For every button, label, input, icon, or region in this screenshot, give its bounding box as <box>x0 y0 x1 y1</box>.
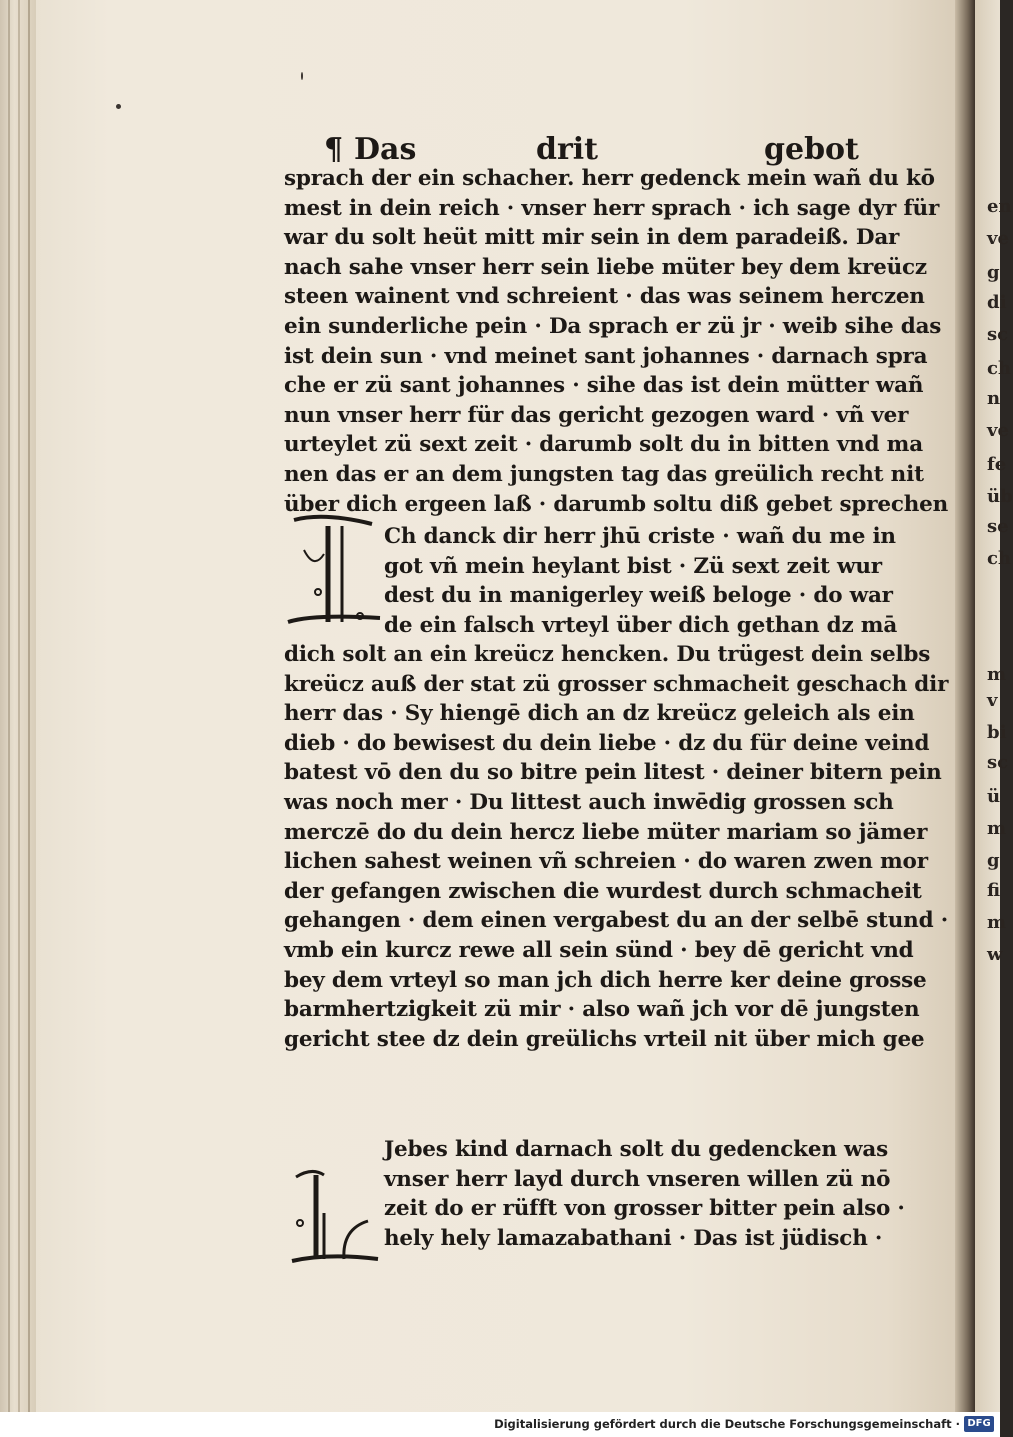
text-line: was noch mer · Du littest auch inwēdig grossen sch <box>284 790 894 815</box>
text-line: zeit do er rüfft von grosser bitter pein also · <box>384 1196 905 1222</box>
text-line: der gefangen zwischen die wurdest durch schmacheit <box>284 878 922 904</box>
text-line: war du solt heüt mitt mir sein in dem paradeiß. Dar <box>284 225 900 251</box>
text-line: Ch danck dir herr jhū criste · wañ du me in <box>384 524 896 549</box>
text-line: dieb · do bewisest du dein liebe · dz du für deine veind <box>284 730 930 756</box>
text-line: sprach der ein schacher. herr gedenck mein wañ du kō <box>284 166 935 191</box>
text-line: herr das · Sy hiengē dich an dz kreücz geleich als ein <box>284 701 915 727</box>
text-line: Jebes kind darnach solt du gedencken was <box>384 1137 888 1162</box>
decorated-initial-l <box>288 1163 384 1267</box>
page-stack-line <box>28 0 30 1412</box>
dfg-logo: DFG <box>964 1416 994 1432</box>
header-right: gebot <box>764 132 859 167</box>
right-page-text: fi <box>987 880 1001 901</box>
text-line: nen das er an dem jungsten tag das greülich recht nit <box>284 462 924 487</box>
text-line: ein sunderliche pein · Da sprach er zü jr · weib sihe das <box>284 314 942 339</box>
right-page-text: se <box>987 516 1009 537</box>
right-page-text: g <box>987 850 1000 871</box>
right-page-text: m <box>987 912 1007 933</box>
text-line: che er zü sant johannes · sihe das ist dein mütter wañ <box>284 373 924 399</box>
text-line: de ein falsch vrteyl über dich gethan dz mā <box>384 612 898 638</box>
right-page-text: m <box>987 664 1007 685</box>
ink-spot <box>301 72 303 80</box>
right-page-text: ve <box>987 420 1009 441</box>
text-line: barmhertzigkeit zü mir · also wañ jch vor dē jungsten <box>284 997 920 1023</box>
right-page-text: ch <box>987 548 1012 569</box>
right-page-text: ü <box>987 786 1001 807</box>
right-page-text: üb <box>987 486 1013 507</box>
right-page-text: ve <box>987 228 1009 249</box>
text-line: nun vnser herr für das gericht gezogen ward · vñ ver <box>284 402 909 428</box>
text-line: lichen sahest weinen vñ schreien · do waren zwen mor <box>284 849 928 875</box>
right-page-text: en <box>987 196 1012 217</box>
text-line: merczē do du dein hercz liebe müter mariam so jämer <box>284 819 928 845</box>
text-line: steen wainent vnd schreient · das was seinem herczen <box>284 284 925 310</box>
text-line: vmb ein kurcz rewe all sein sünd · bey dē gericht vnd <box>284 938 914 963</box>
text-line: hely hely lamazabathani · Das ist jüdisch · <box>384 1225 883 1251</box>
header-left: Das <box>354 132 417 167</box>
text-line: vnser herr layd durch vnseren willen zü nō <box>384 1166 891 1192</box>
text-line: mest in dein reich · vnser herr sprach · ich sage dyr für <box>284 195 940 221</box>
text-line: nach sahe vnser herr sein liebe müter bey dem kreücz <box>284 254 927 280</box>
text-line: gehangen · dem einen vergabest du an der selbē stund · <box>284 908 948 934</box>
right-page-text: di <box>987 292 1007 313</box>
page-stack-line <box>8 0 10 1412</box>
text-line: urteylet zü sext zeit · darumb solt du in bitten vnd ma <box>284 432 923 458</box>
text-line: got vñ mein heylant bist · Zü sext zeit wur <box>384 553 882 579</box>
right-page-text: fe <box>987 454 1007 475</box>
text-line: ist dein sun · vnd meinet sant johannes · darnach spra <box>284 343 928 369</box>
right-page-fragment <box>975 0 1013 1412</box>
pilcrow-mark: ¶ <box>324 132 344 167</box>
right-page-text: bi <box>987 722 1007 743</box>
right-page-text: ch <box>987 358 1012 379</box>
text-line: über dich ergeen laß · darumb soltu diß gebet sprechen <box>284 491 949 517</box>
header-middle: drit <box>536 132 599 167</box>
text-line: dich solt an ein kreücz hencken. Du trügest dein selbs <box>284 642 931 667</box>
decorated-initial-i <box>284 510 384 630</box>
right-page-text: m <box>987 818 1007 839</box>
footer-credit: Digitalisierung gefördert durch die Deutsche Forschungsgemeinschaft · <box>494 1417 960 1431</box>
right-page-text: g <box>987 262 1000 283</box>
text-line: batest vō den du so bitre pein litest · deiner bitern pein <box>284 760 942 786</box>
right-page-text: sc <box>987 324 1009 345</box>
right-page-text: w <box>987 944 1003 965</box>
text-line: kreücz auß der stat zü grosser schmacheit geschach dir <box>284 671 949 697</box>
text-line: dest du in manigerley weiß beloge · do war <box>384 583 893 609</box>
text-line: bey dem vrteyl so man jch dich herre ker deine grosse <box>284 967 927 993</box>
ink-spot <box>116 104 121 109</box>
text-line: gericht stee dz dein greülichs vrteil nit über mich gee <box>284 1026 925 1052</box>
book-gutter <box>955 0 975 1412</box>
right-page-text: sc <box>987 752 1009 773</box>
right-page-text: n <box>987 388 1001 409</box>
right-page-text: v <box>987 690 998 711</box>
page-stack-line <box>18 0 20 1412</box>
footer-bar <box>0 1412 1000 1437</box>
